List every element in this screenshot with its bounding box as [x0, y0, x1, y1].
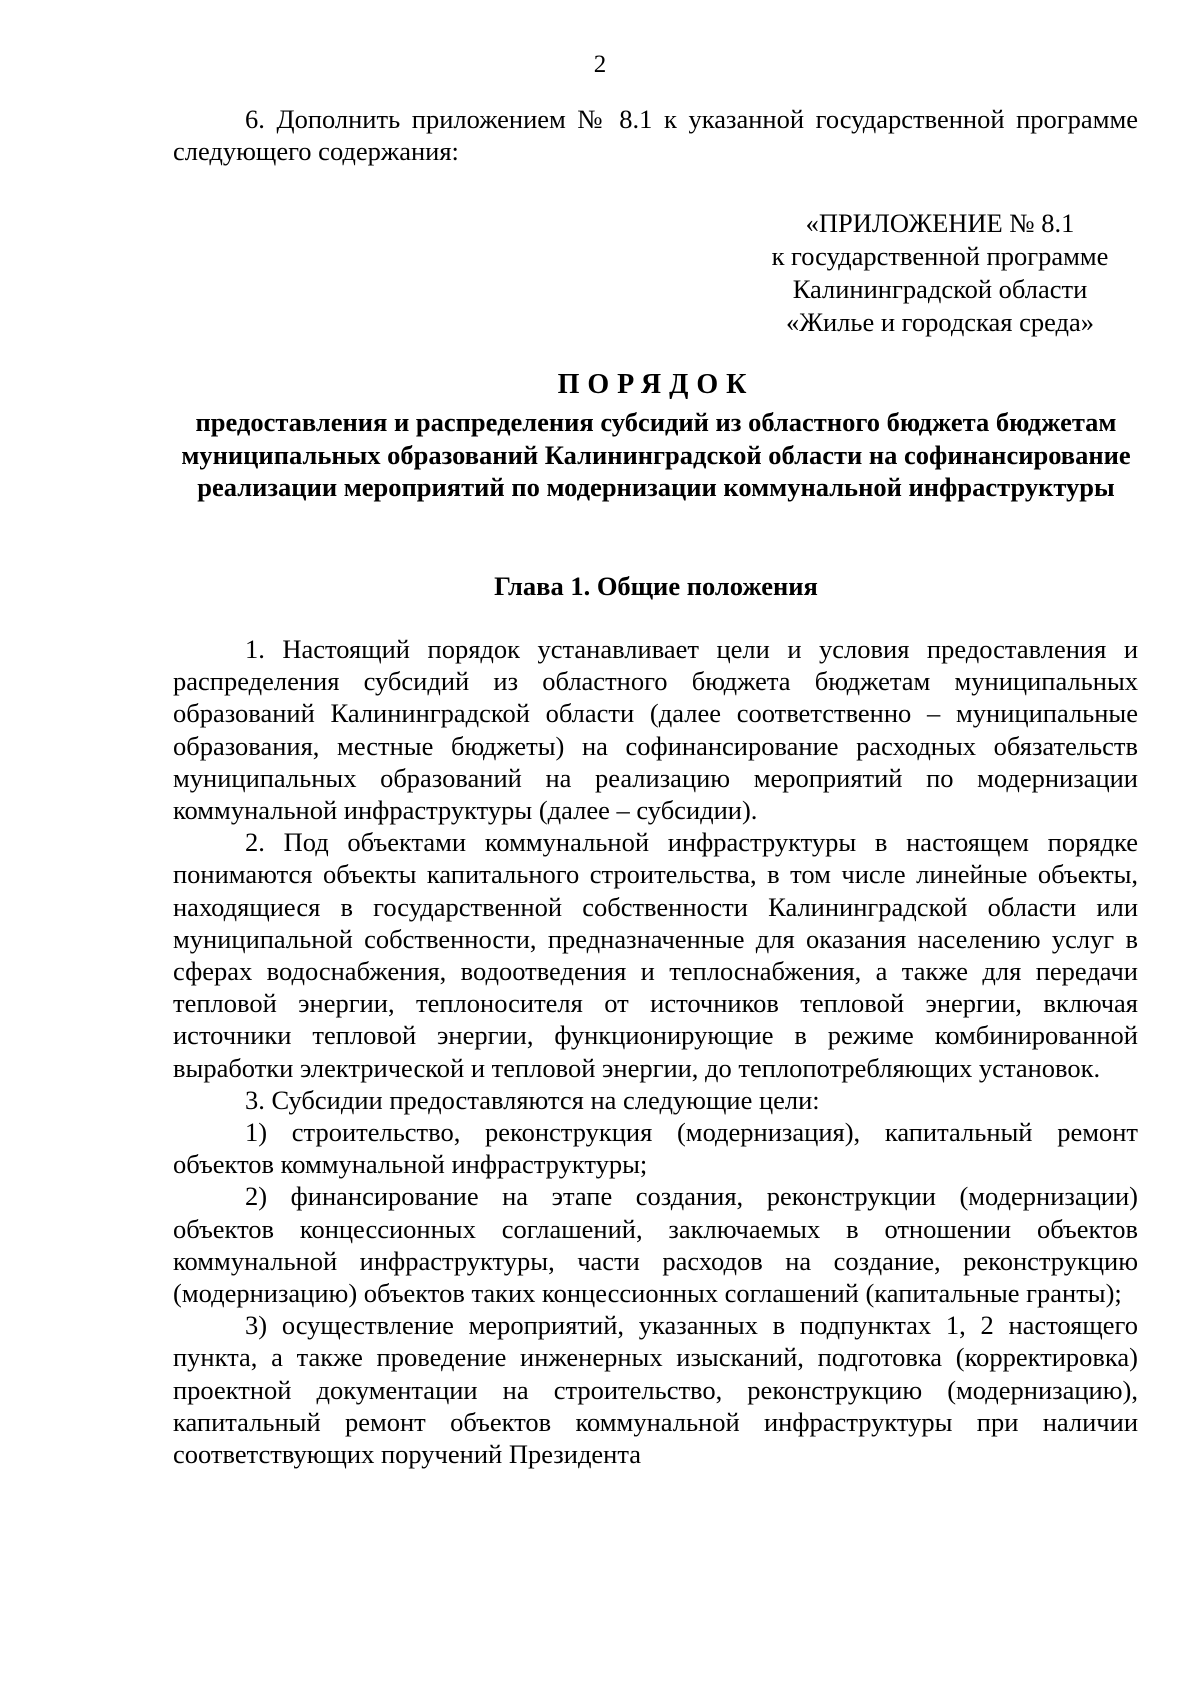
paragraph-2: 2. Под объектами коммунальной инфраструктуры в настоящем порядке понимаются объекты капитального строительства, в том числе линейные объекты, находящиеся в государственной собственности Калининградской области или муниципальной собственности, предназначенные для оказания населению услуг в сферах водоснабжения, водоотведения и теплоснабжения, а также для передачи тепловой энергии, теплоносителя от источников тепловой энергии, включая источники тепловой энергии, функционирующие в режиме комбинированной выработки электрической и тепловой энергии, до теплопотребляющих установок.	[173, 827, 1138, 1083]
paragraph-1: 1. Настоящий порядок устанавливает цели и условия предоставления и распределения субсидий из областного бюджета бюджетам муниципальных образований Калининградской области (далее соответственно – муниципальные образования, местные бюджеты) на софинансирование расходных обязательств муниципальных образований на реализацию мероприятий по модернизации коммунальной инфраструктуры (далее – субсидии).	[173, 634, 1138, 826]
appendix-line-1: «ПРИЛОЖЕНИЕ № 8.1	[805, 208, 1075, 238]
chapter-heading: Глава 1. Общие положения	[494, 571, 818, 601]
appendix-line-3: Калининградской области	[792, 274, 1088, 304]
subitem-1: 1) строительство, реконструкция (модернизация), капитальный ремонт объектов коммунальной инфраструктуры;	[173, 1117, 1138, 1180]
intro-paragraph: 6. Дополнить приложением № 8.1 к указанной государственной программе следующего содержания:	[173, 104, 1138, 167]
appendix-line-4: «Жилье и городская среда»	[785, 307, 1095, 337]
subitem-2: 2) финансирование на этапе создания, реконструкции (модернизации) объектов концессионных соглашений, заключаемых в отношении объектов коммунальной инфраструктуры, части расходов на создание, реконструкцию (модернизацию) объектов таких концессионных соглашений (капитальные гранты);	[173, 1181, 1138, 1309]
document-subtitle: предоставления и распределения субсидий из областного бюджета бюджетам муниципальных образований Калининградской области на софинансирование реализации мероприятий по модернизации коммунальной инфраструктуры	[181, 407, 1131, 502]
page-number: 2	[593, 51, 607, 78]
document-title: ПОРЯДОК	[557, 369, 755, 400]
appendix-header	[720, 207, 1160, 339]
paragraph-3: 3. Субсидии предоставляются на следующие цели:	[245, 1084, 820, 1115]
subitem-3: 3) осуществление мероприятий, указанных в подпунктах 1, 2 настоящего пункта, а также проведение инженерных изысканий, подготовка (корректировка) проектной документации на строительство, реконструкцию (модернизацию), капитальный ремонт объектов коммунальной инфраструктуры при наличии соответствующих поручений Президента	[173, 1310, 1138, 1470]
appendix-line-2: к государственной программе	[771, 241, 1109, 271]
intro-block	[173, 103, 1138, 167]
body-text	[173, 633, 1138, 1470]
